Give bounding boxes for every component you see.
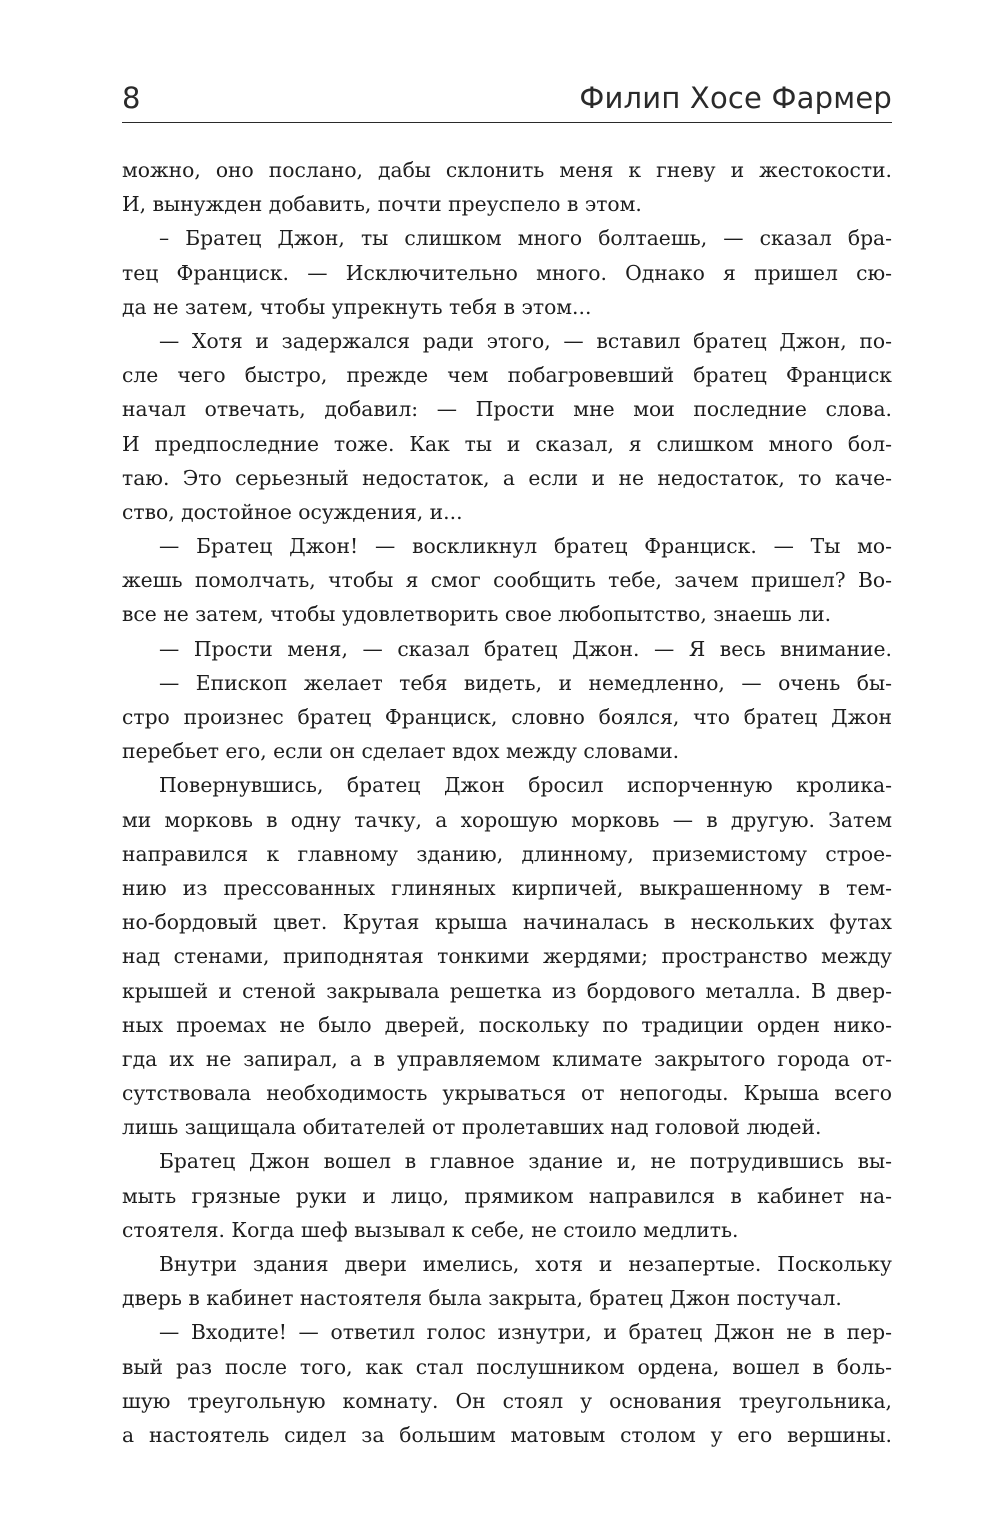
text-line: — Прости меня, — сказал братец Джон. — Я весь внимание. <box>159 636 892 661</box>
text-line: дверь в кабинет настоятеля была закрыта, братец Джон постучал. <box>122 1286 842 1311</box>
text-line: — Братец Джон! — воскликнул братец Франциск. — Ты мо- <box>159 534 892 559</box>
running-title: Филип Хосе Фармер <box>579 81 892 115</box>
text-line: перебьет его, если он сделает вдох между словами. <box>122 739 680 764</box>
body-text <box>122 153 892 1452</box>
text-line: вый раз после того, как стал послушником ордена, вошел в боль- <box>122 1354 892 1379</box>
text-line: направился к главному зданию, длинному, приземистому строе- <box>122 841 892 866</box>
text-line: стро произнес братец Франциск, словно боялся, что братец Джон <box>122 705 892 729</box>
text-line: ми морковь в одну тачку, а хорошую морковь — в другую. Затем <box>122 807 892 832</box>
text-line: таю. Это серьезный недостаток, а если и не недостаток, то каче- <box>122 465 892 490</box>
text-line: сле чего быстро, прежде чем побагровевший братец Франциск <box>122 363 892 388</box>
page-header <box>122 82 892 123</box>
page-number: 8 <box>122 81 141 115</box>
text-line: жешь помолчать, чтобы я смог сообщить тебе, зачем пришел? Во- <box>122 568 892 593</box>
text-line: тец Франциск. — Исключительно много. Однако я пришел сю- <box>122 260 892 285</box>
text-line: да не затем, чтобы упрекнуть тебя в этом... <box>122 294 592 319</box>
text-line: ство, достойное осуждения, и... <box>122 499 463 524</box>
text-line: гда их не запирал, а в управляемом климате закрытого города от- <box>122 1046 892 1071</box>
text-line: начал отвечать, добавил: — Прости мне мои последние слова. <box>122 397 892 422</box>
text-line: сутствовала необходимость укрываться от непогоды. Крыша всего <box>122 1081 892 1106</box>
text-line: нию из прессованных глиняных кирпичей, выкрашенному в тем- <box>122 875 892 900</box>
text-line: — Епископ желает тебя видеть, и немедленно, — очень бы- <box>159 670 892 695</box>
text-line: ных проемах не было дверей, поскольку по традиции орден нико- <box>122 1012 892 1037</box>
text-line: можно, оно послано, дабы склонить меня к гневу и жестокости. <box>122 158 892 182</box>
text-line: мыть грязные руки и лицо, прямиком направился в кабинет на- <box>122 1183 892 1208</box>
text-line: Внутри здания двери имелись, хотя и незапертые. Поскольку <box>159 1252 892 1276</box>
text-line: И предпоследние тоже. Как ты и сказал, я слишком много бол- <box>122 431 892 456</box>
text-line: — Хотя и задержался ради этого, — вставил братец Джон, по- <box>159 328 892 353</box>
text-line: лишь защищала обитателей от пролетавших над головой людей. <box>122 1115 822 1140</box>
text-line: Братец Джон вошел в главное здание и, не потрудившись вы- <box>159 1149 892 1174</box>
text-line: Повернувшись, братец Джон бросил испорченную кролика- <box>159 773 892 798</box>
text-line: над стенами, приподнятая тонкими жердями; пространство между <box>122 944 892 969</box>
text-line: крышей и стеной закрывала решетка из бордового металла. В двер- <box>122 978 892 1003</box>
text-line: а настоятель сидел за большим матовым столом у его вершины. <box>122 1422 892 1447</box>
text-line: стоятеля. Когда шеф вызывал к себе, не стоило медлить. <box>122 1217 739 1242</box>
text-line: – Братец Джон, ты слишком много болтаешь, — сказал бра- <box>159 226 892 251</box>
text-line: — Входите! — ответил голос изнутри, и братец Джон не в пер- <box>159 1320 892 1345</box>
text-line: но-бордовый цвет. Крутая крыша начиналась в нескольких футах <box>122 910 892 935</box>
text-line: шую треугольную комнату. Он стоял у основания треугольника, <box>122 1388 892 1413</box>
text-line: И, вынужден добавить, почти преуспело в этом. <box>122 192 642 217</box>
text-line: все не затем, чтобы удовлетворить свое любопытство, знаешь ли. <box>122 602 832 627</box>
